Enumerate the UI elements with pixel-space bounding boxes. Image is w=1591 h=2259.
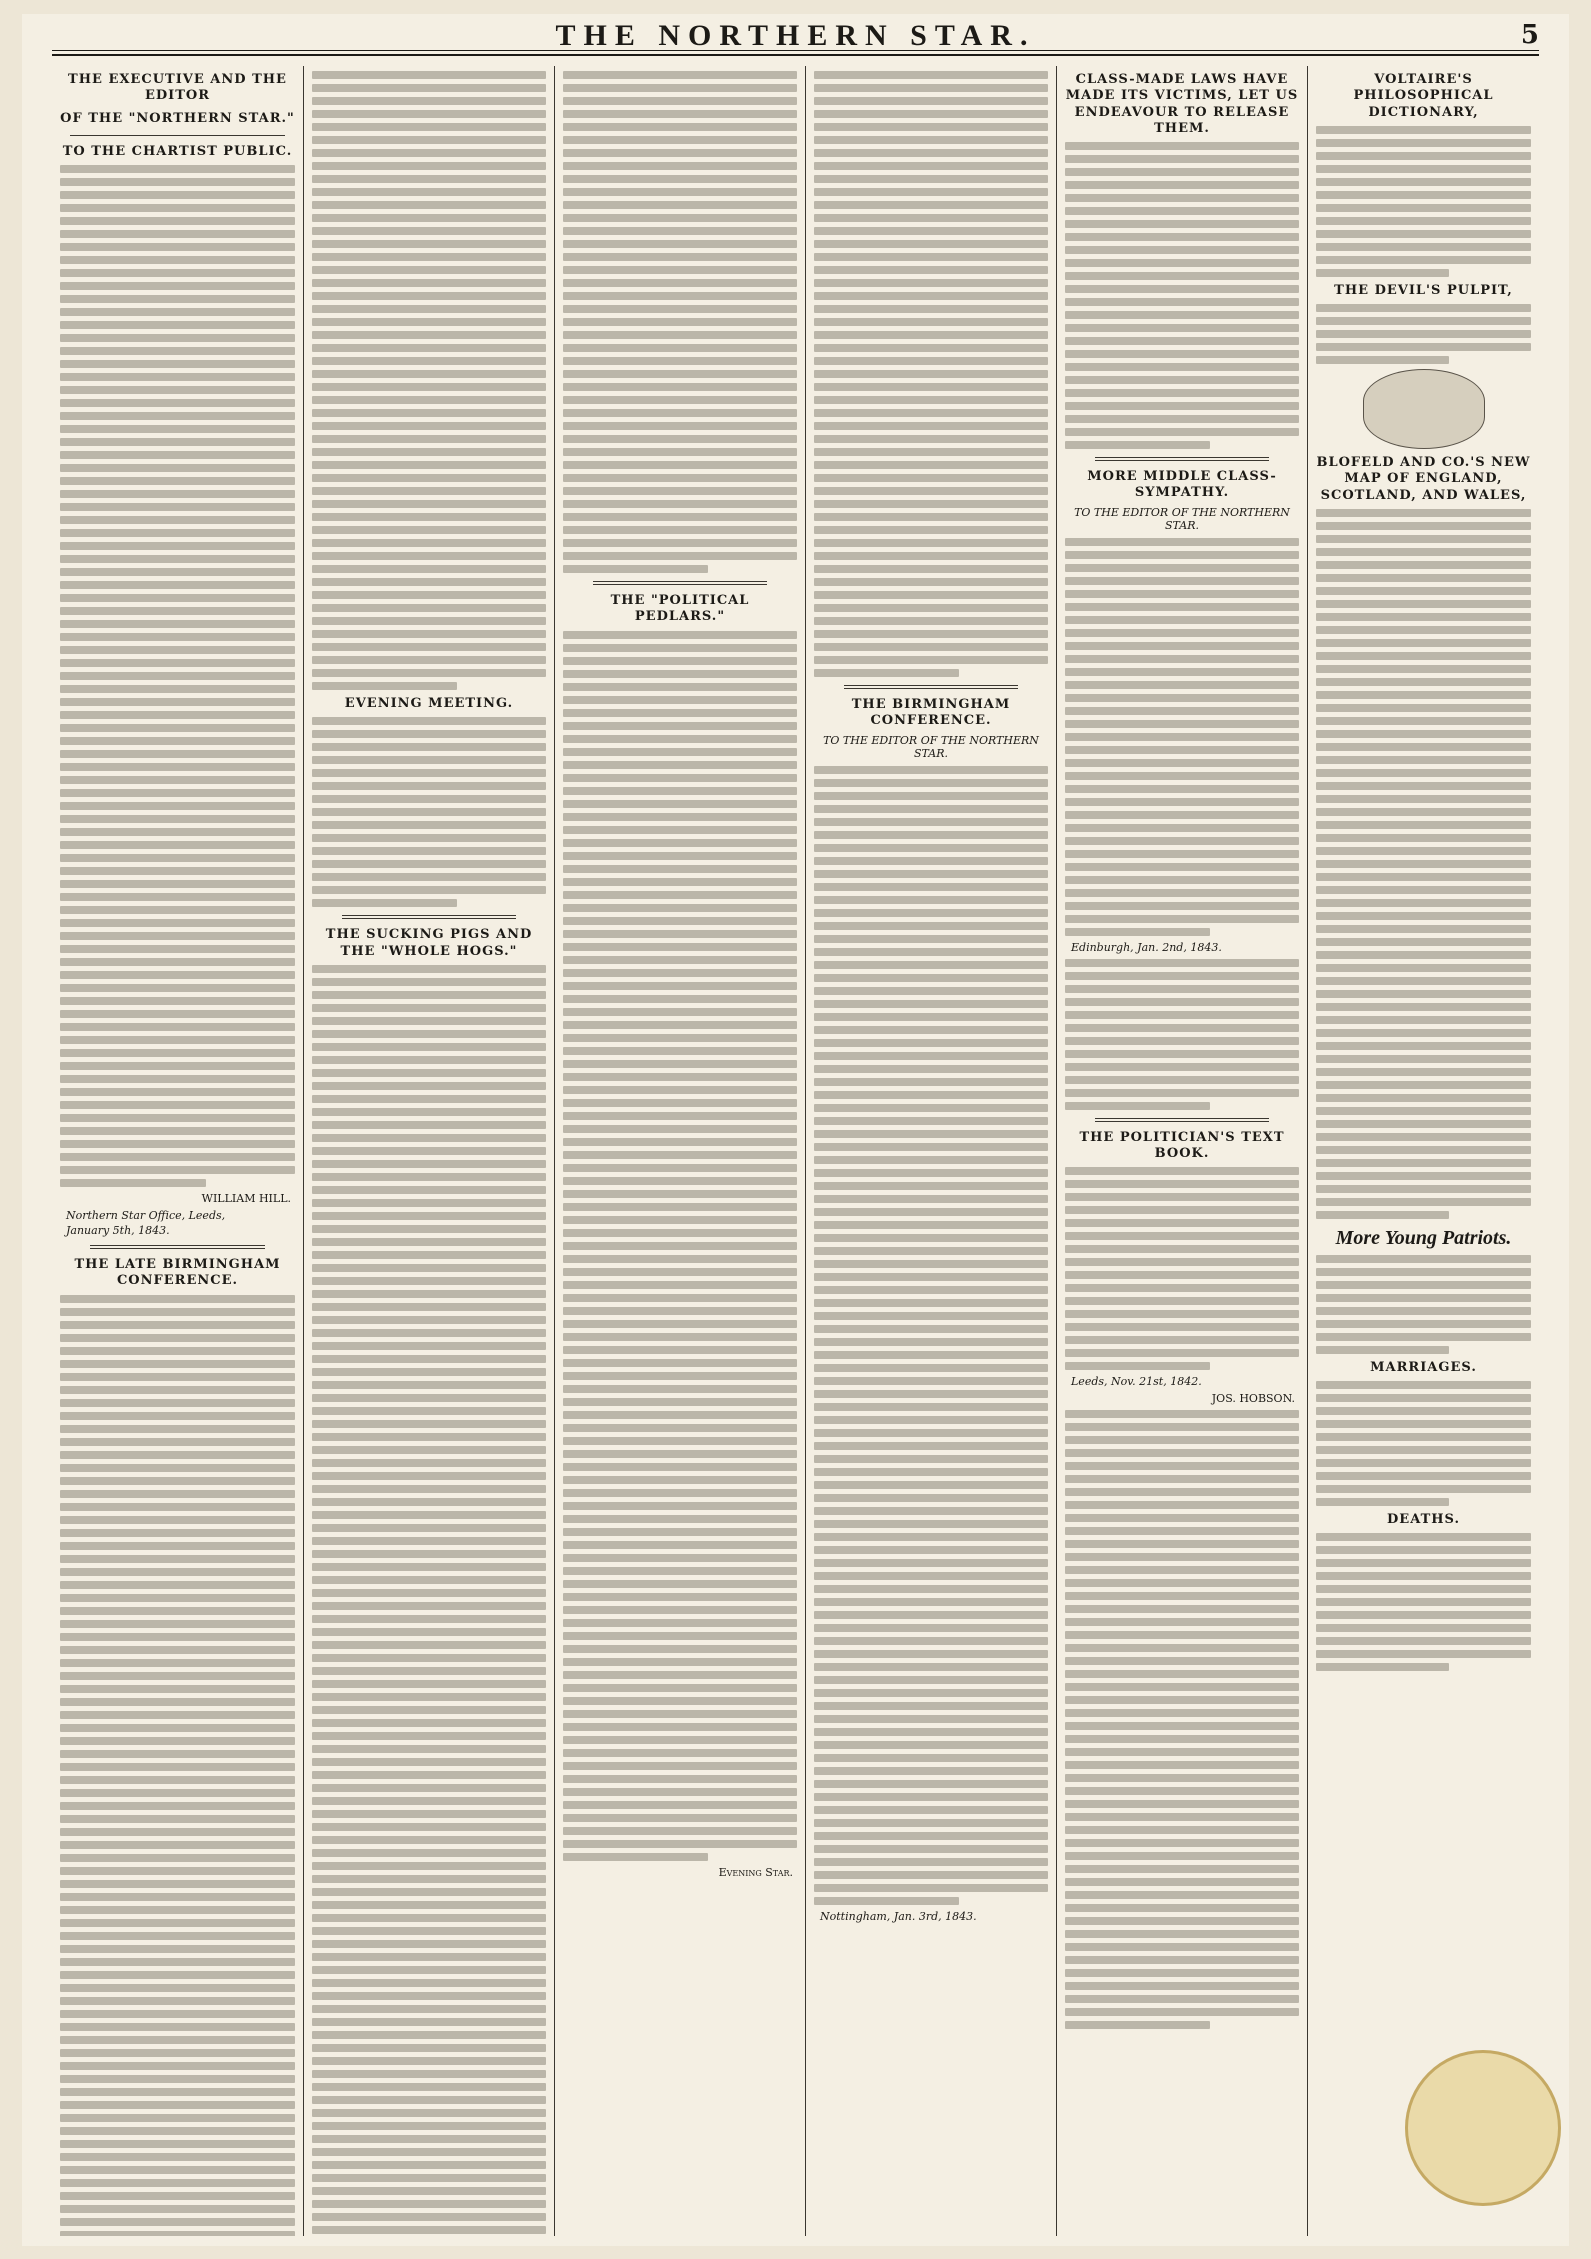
page-number: 5 [1520,20,1539,50]
advert-body [1316,304,1531,364]
divider [90,1245,265,1249]
divider [1095,457,1269,461]
column-3 [554,66,805,2236]
column-1 [52,66,303,2236]
article-body [60,1295,295,2237]
source-credit: Evening Star. [718,1865,793,1879]
column-6 [1307,66,1539,2236]
dateline: January 5th, 1843. [66,1224,170,1237]
library-stamp [1405,2050,1561,2206]
article-body [1065,959,1299,1110]
divider [70,135,285,136]
article-body [814,766,1048,1905]
advert-heading: BLOFELD AND CO.'S NEW MAP OF ENGLAND, SCOTLAND, AND WALES, [1316,455,1531,503]
article-heading: THE LATE BIRMINGHAM CONFERENCE. [74,1257,281,1289]
article-body [312,965,546,2236]
article-heading: THE "POLITICAL PEDLARS." [610,593,750,625]
notice-body [1316,1533,1531,1671]
divider [1095,1118,1269,1122]
dateline: Northern Star Office, Leeds, [66,1209,226,1222]
article-heading: EVENING MEETING. [344,696,514,711]
masthead-title: THE NORTHERN STAR. [555,19,1036,52]
article-body [563,631,797,1861]
advert-body [1316,126,1531,277]
article-body [312,717,546,907]
article-body [814,71,1048,677]
royal-arms-engraving [1363,369,1485,449]
signature: WILLIAM HILL. [201,1192,291,1205]
divider [342,915,516,919]
column-2 [303,66,554,2236]
section-heading: DEATHS. [1387,1512,1460,1527]
advert-body [1316,509,1531,1219]
article-heading: THE EXECUTIVE AND THE EDITOR [68,72,287,104]
column-4 [805,66,1056,2236]
divider [844,685,1018,689]
article-heading: THE BIRMINGHAM CONFERENCE. [851,697,1011,729]
signature: JOS. HOBSON. [1211,1392,1295,1405]
article-body [1065,1167,1299,1370]
notice-body [1316,1255,1531,1354]
dateline: Edinburgh, Jan. 2nd, 1843. [1071,940,1222,954]
divider [593,581,767,585]
article-body [1065,142,1299,449]
article-subheading: TO THE EDITOR OF THE NORTHERN STAR. [1074,505,1290,532]
notice-body [1316,1381,1531,1506]
section-heading: More Young Patriots. [1335,1226,1512,1249]
article-body [312,71,546,690]
advert-heading: THE DEVIL'S PULPIT, [1334,282,1513,298]
article-body [60,165,295,1187]
article-body [563,71,797,573]
masthead [52,18,1539,56]
article-subheading: TO THE EDITOR OF THE NORTHERN STAR. [823,733,1039,760]
article-heading: CLASS-MADE LAWS HAVE MADE ITS VICTIMS, LET US ENDEAVOUR TO RELEASE THEM. [1065,72,1299,136]
article-heading: OF THE "NORTHERN STAR." [60,110,295,126]
article-heading: THE SUCKING PIGS AND THE "WHOLE HOGS." [325,927,533,959]
article-body [1065,1410,1299,2029]
masthead-rule [52,50,1539,51]
article-heading: TO THE CHARTIST PUBLIC. [62,143,293,159]
newspaper-page [22,14,1569,2246]
article-heading: MORE MIDDLE CLASS-SYMPATHY. [1087,469,1277,501]
dateline: Leeds, Nov. 21st, 1842. [1071,1375,1202,1388]
article-heading: THE POLITICIAN'S TEXT BOOK. [1079,1129,1285,1161]
advert-heading: VOLTAIRE'S PHILOSOPHICAL DICTIONARY, [1353,72,1494,120]
column-5 [1056,66,1307,2236]
dateline: Nottingham, Jan. 3rd, 1843. [820,1909,977,1923]
section-heading: MARRIAGES. [1370,1359,1477,1375]
article-body [1065,538,1299,936]
